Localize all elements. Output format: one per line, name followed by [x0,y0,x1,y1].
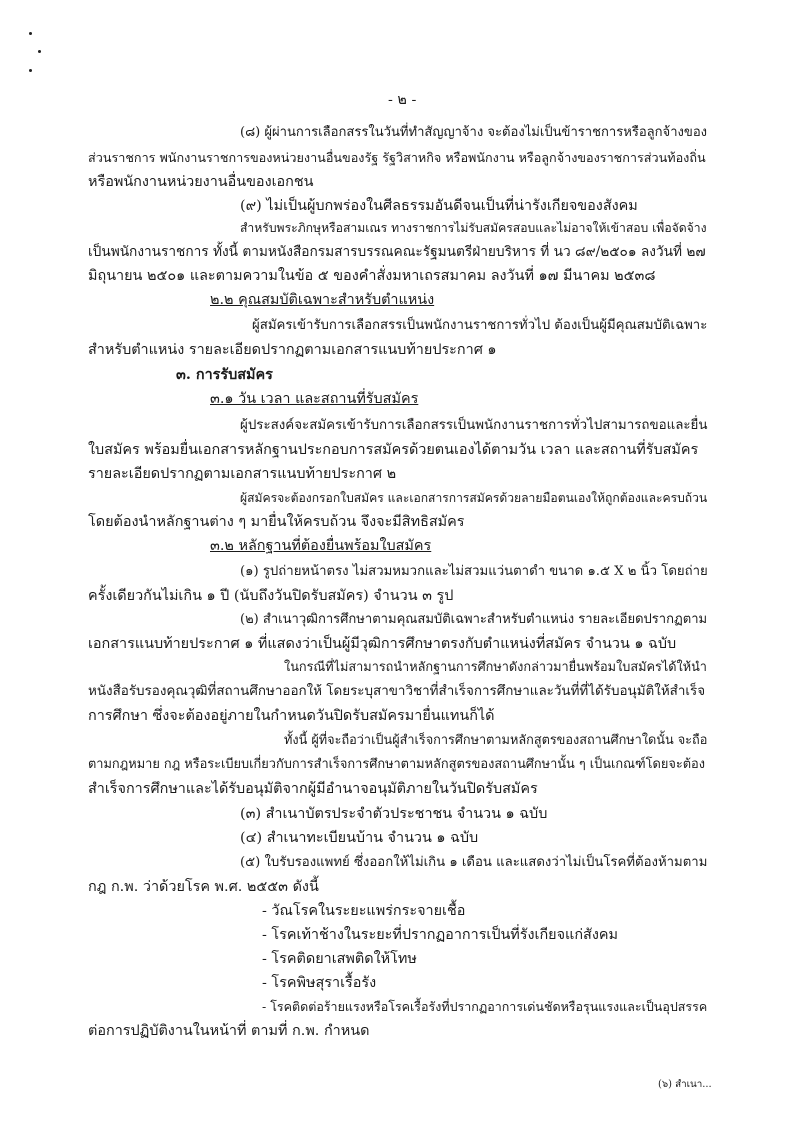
text-line: (๑) รูปถ่ายหน้าตรง ไม่สวมหมวกและไม่สวมแว่นตาดำ ขนาด ๑.๕ X ๒ นิ้ว โดยถ่าย [240,564,708,579]
page-number: - ๒ - [388,92,417,108]
text-line: ใบสมัคร พร้อมยื่นเอกสารหลักฐานประกอบการสมัครด้วยตนเองได้ตามวัน เวลา และสถานที่รับสมัคร [88,442,699,458]
text-line: ในกรณีที่ไม่สามารถนำหลักฐานการศึกษาดังกล่าวมายื่นพร้อมใบสมัครได้ให้นำ [284,660,707,675]
section-heading: ๓. การรับสมัคร [176,366,273,383]
text-line: รายละเอียดปรากฏตามเอกสารแนบท้ายประกาศ ๒ [88,466,397,482]
text-line: มิถุนายน ๒๕๐๑ และตามความในข้อ ๕ ของคำสั่งมหาเถรสมาคม ลงวันที่ ๑๗ มีนาคม ๒๕๓๘ [88,268,656,284]
text-line: ผู้สมัครเข้ารับการเลือกสรรเป็นพนักงานราชการทั่วไป ต้องเป็นผู้มีคุณสมบัติเฉพาะ [252,318,708,333]
text-line: (๔) สำเนาทะเบียนบ้าน จำนวน ๑ ฉบับ [240,830,479,846]
text-line: ผู้ประสงค์จะสมัครเข้ารับการเลือกสรรเป็นพนักงานราชการทั่วไปสามารถขอและยื่น [240,418,708,433]
text-line: ต่อการปฏิบัติงานในหน้าที่ ตามที่ ก.พ. กำหนด [88,1023,370,1039]
text-line: กฎ ก.พ. ว่าด้วยโรค พ.ศ. ๒๕๕๓ ดังนี้ [88,879,319,895]
list-item: - โรคพิษสุราเรื้อรัง [262,975,377,991]
text-line: หนังสือรับรองคุณวุฒิที่สถานศึกษาออกให้ โดยระบุสาขาวิชาที่สำเร็จการศึกษาและวันที่ที่ได้รับอนุมัติให้สำเร็จ [88,684,706,699]
section-heading: ๒.๒ คุณสมบัติเฉพาะสำหรับตำแหน่ง [210,292,435,308]
text-line: (๘) ผู้ผ่านการเลือกสรรในวันที่ทำสัญญาจ้าง จะต้องไม่เป็นข้าราชการหรือลูกจ้างของ [240,125,708,140]
text-line: ทั้งนี้ ผู้ที่จะถือว่าเป็นผู้สำเร็จการศึกษาตามหลักสูตรของสถานศึกษาใดนั้น จะถือ [284,733,708,748]
scan-speck [38,50,41,53]
text-line: (๓) สำเนาบัตรประจำตัวประชาชน จำนวน ๑ ฉบับ [240,806,548,822]
continuation-note: (๖) สำเนา... [658,1079,712,1090]
text-line: (๕) ใบรับรองแพทย์ ซึ่งออกให้ไม่เกิน ๑ เดือน และแสดงว่าไม่เป็นโรคที่ต้องห้ามตาม [240,855,708,870]
scan-speck [29,69,32,72]
text-line: (๒) สำเนาวุฒิการศึกษาตามคุณสมบัติเฉพาะสำหรับตำแหน่ง รายละเอียดปรากฏตาม [240,612,708,627]
text-line: เป็นพนักงานราชการ ทั้งนี้ ตามหนังสือกรมสารบรรณคณะรัฐมนตรีฝ่ายบริหาร ที่ นว ๘๙/๒๕๐๑ ลงวันที่ ๒๗ [88,244,706,260]
list-item: - วัณโรคในระยะแพร่กระจายเชื้อ [262,903,466,919]
list-item: - โรคติดยาเสพติดให้โทษ [262,951,417,967]
text-line: หรือพนักงานหน่วยงานอื่นของเอกชน [88,174,314,190]
text-line: สำเร็จการศึกษาและได้รับอนุมัติจากผู้มีอำนาจอนุมัติภายในวันปิดรับสมัคร [88,781,538,797]
text-line: ครั้งเดียวกันไม่เกิน ๑ ปี (นับถึงวันปิดรับสมัคร) จำนวน ๓ รูป [88,588,454,604]
text-line: การศึกษา ซึ่งจะต้องอยู่ภายในกำหนดวันปิดรับสมัครมายื่นแทนก็ได้ [88,708,495,724]
scan-speck [29,32,32,35]
text-line: ตามกฎหมาย กฎ หรือระเบียบเกี่ยวกับการสำเร็จการศึกษาตามหลักสูตรของสถานศึกษานั้น ๆ เป็นเกณฑ์โดยจะต้อง [88,757,705,772]
text-line: ผู้สมัครจะต้องกรอกใบสมัคร และเอกสารการสมัครด้วยลายมือตนเองให้ถูกต้องและครบถ้วน [240,491,708,505]
text-line: โดยต้องนำหลักฐานต่าง ๆ มายื่นให้ครบถ้วน จึงจะมีสิทธิสมัคร [88,514,465,530]
text-line: เอกสารแนบท้ายประกาศ ๑ ที่แสดงว่าเป็นผู้มีวุฒิการศึกษาตรงกับตำแหน่งที่สมัคร จำนวน ๑ ฉบับ [88,636,677,652]
list-item: - โรคติดต่อร้ายแรงหรือโรคเรื้อรังที่ปรากฏอาการเด่นชัดหรือรุนแรงและเป็นอุปสรรค [262,999,708,1014]
text-line: (๙) ไม่เป็นผู้บกพร่องในศีลธรรมอันดีจนเป็นที่น่ารังเกียจของสังคม [240,198,638,214]
section-heading: ๓.๒ หลักฐานที่ต้องยื่นพร้อมใบสมัคร [210,538,432,554]
text-line: ส่วนราชการ พนักงานราชการของหน่วยงานอื่นของรัฐ รัฐวิสาหกิจ หรือพนักงาน หรือลูกจ้างของราชการส่วนท้องถิ่น [88,150,706,165]
section-heading: ๓.๑ วัน เวลา และสถานที่รับสมัคร [210,391,419,407]
list-item: - โรคเท้าช้างในระยะที่ปรากฏอาการเป็นที่รังเกียจแก่สังคม [262,927,618,943]
text-line: สำหรับตำแหน่ง รายละเอียดปรากฏตามเอกสารแนบท้ายประกาศ ๑ [88,342,497,358]
text-line: สำหรับพระภิกษุหรือสามเณร ทางราชการไม่รับสมัครสอบและไม่อาจให้เข้าสอบ เพื่อจัดจ้าง [240,221,707,235]
